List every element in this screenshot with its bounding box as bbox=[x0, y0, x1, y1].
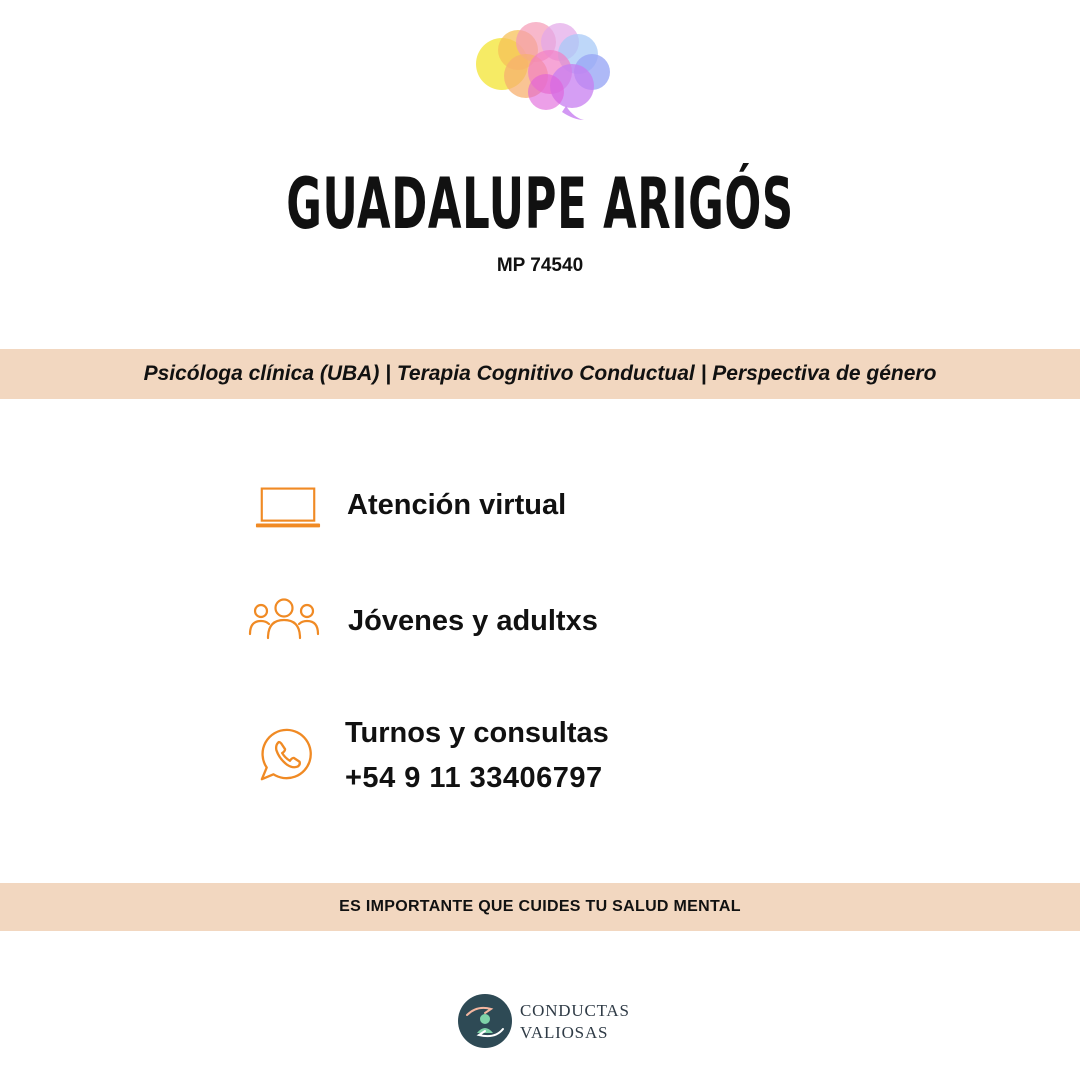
brand-line-2: VALIOSAS bbox=[520, 1023, 609, 1042]
slogan-band bbox=[0, 883, 1080, 931]
tagline-text: Psicóloga clínica (UBA) | Terapia Cognitivo Conductual | Perspectiva de género bbox=[143, 362, 937, 385]
people-icon bbox=[248, 596, 320, 640]
item-label: Jóvenes y adultxs bbox=[348, 605, 598, 637]
brain-bubbles-logo bbox=[470, 14, 620, 126]
item-label: Atención virtual bbox=[347, 489, 567, 521]
phone-number: +54 9 11 33406797 bbox=[345, 762, 603, 794]
tagline-band bbox=[0, 349, 1080, 399]
list-item bbox=[0, 712, 1080, 802]
slogan-text: ES IMPORTANTE QUE CUIDES TU SALUD MENTAL bbox=[339, 898, 741, 915]
brand-name bbox=[520, 1000, 630, 1044]
item-label: Turnos y consultas bbox=[345, 717, 609, 749]
registration-number: MP 74540 bbox=[496, 255, 584, 276]
brand-line-1: CONDUCTAS bbox=[520, 1001, 630, 1020]
laptop-icon bbox=[254, 486, 322, 530]
list-item bbox=[0, 596, 1080, 656]
professional-name: GUADALUPE ARIGÓS bbox=[286, 163, 794, 245]
list-item bbox=[0, 480, 1080, 540]
conductas-valiosas-logo bbox=[457, 993, 513, 1049]
whatsapp-icon bbox=[258, 726, 316, 784]
